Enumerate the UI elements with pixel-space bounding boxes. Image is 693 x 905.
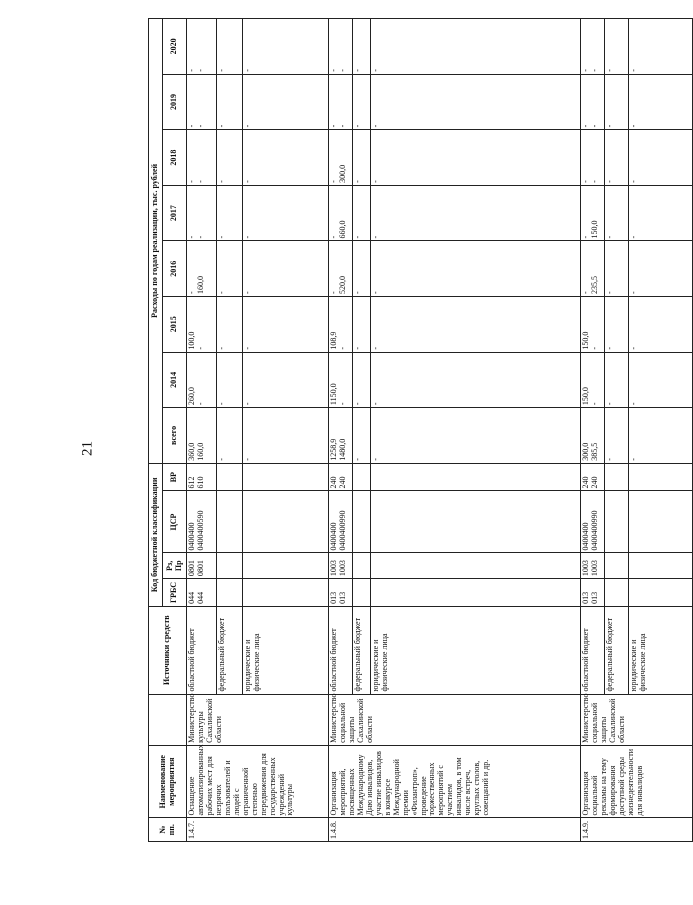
header-exp-group: Расходы по годам реализации, тыс. рублей	[149, 19, 163, 464]
vr-cell: 612 610	[187, 463, 217, 491]
year-value-cell: -	[605, 185, 629, 241]
funding-source: федеральный бюджет	[217, 606, 243, 694]
table-row	[187, 19, 217, 842]
header-executor	[149, 694, 187, 745]
total-cell: -	[371, 408, 581, 464]
table-row	[329, 19, 353, 842]
header-year-2019: 2019	[163, 74, 187, 130]
grbs-cell	[605, 579, 629, 607]
year-value-cell: -	[371, 130, 581, 186]
total-cell: -	[243, 408, 329, 464]
header-year-2020: 2020	[163, 19, 187, 75]
vr-cell	[217, 463, 243, 491]
year-value-cell: -	[217, 352, 243, 408]
year-value-cell: - -	[581, 74, 605, 130]
year-value-cell: - 520,0	[329, 241, 353, 297]
funding-source: юридические и физические лица	[371, 606, 581, 694]
vr-cell	[605, 463, 629, 491]
year-value-cell: -	[605, 130, 629, 186]
table-row	[581, 19, 605, 842]
executor: Министерство социальной защиты Сахалинской области	[329, 694, 581, 745]
year-value-cell: -	[371, 19, 581, 75]
rotated-table-container	[148, 18, 647, 842]
year-value-cell: -	[629, 241, 693, 297]
year-value-cell: -	[243, 185, 329, 241]
year-value-cell: -	[371, 74, 581, 130]
page-number: 21	[79, 441, 96, 456]
year-value-cell: - 300,0	[329, 130, 353, 186]
table-body	[187, 19, 693, 842]
year-value-cell: -	[217, 185, 243, 241]
year-value-cell: -	[605, 297, 629, 353]
year-value-cell: -	[217, 19, 243, 75]
header-source: Источники средств	[149, 606, 187, 694]
csr-cell	[629, 491, 693, 553]
year-value-cell: -	[605, 241, 629, 297]
year-value-cell: -	[371, 185, 581, 241]
csr-cell	[243, 491, 329, 553]
grbs-cell	[217, 579, 243, 607]
total-cell: 360,0 160,0	[187, 408, 217, 464]
total-cell: 1258,9 1480,0	[329, 408, 353, 464]
year-value-cell: -	[629, 19, 693, 75]
vr-cell	[371, 463, 581, 491]
year-value-cell: - 235,5	[581, 241, 605, 297]
year-value-cell: 260,0 -	[187, 352, 217, 408]
year-value-cell: 150,0 -	[581, 352, 605, 408]
total-cell: -	[605, 408, 629, 464]
grbs-cell	[629, 579, 693, 607]
year-value-cell: -	[629, 297, 693, 353]
year-value-cell: -	[217, 74, 243, 130]
year-value-cell: 100,0 -	[187, 297, 217, 353]
rzpr-cell	[353, 553, 371, 579]
year-value-cell: 150,0 -	[581, 297, 605, 353]
rzpr-cell	[217, 553, 243, 579]
year-value-cell: -	[217, 130, 243, 186]
header-csr: ЦСР	[163, 491, 187, 553]
year-value-cell: - 660,0	[329, 185, 353, 241]
header-year-2014: 2014	[163, 352, 187, 408]
rzpr-cell	[629, 553, 693, 579]
header-bk-group: Код бюджетной классификации	[149, 463, 163, 606]
year-value-cell: - -	[187, 19, 217, 75]
header-vr: ВР	[163, 463, 187, 491]
vr-cell	[629, 463, 693, 491]
measure-name: Организация мероприятий, посвященных Международному Дню инвалидов, участие инвалидов в конкурсе Международной премии «Филантроп», проведение торжественных мероприятий с участием инвалидов, в том числе встреч, круглых столов, совещаний и др.	[329, 745, 581, 818]
year-value-cell: -	[217, 297, 243, 353]
header-num: № пп.	[149, 818, 187, 842]
year-value-cell: -	[243, 297, 329, 353]
year-value-cell: - -	[187, 74, 217, 130]
grbs-cell	[353, 579, 371, 607]
year-value-cell: -	[629, 185, 693, 241]
funding-source: областной бюджет	[581, 606, 605, 694]
year-value-cell: - -	[581, 19, 605, 75]
rzpr-cell: 0801 0801	[187, 553, 217, 579]
year-value-cell: -	[605, 74, 629, 130]
year-value-cell: - -	[329, 19, 353, 75]
year-value-cell: -	[353, 19, 371, 75]
year-value-cell: -	[353, 130, 371, 186]
csr-cell: 0400400 0400400990	[329, 491, 353, 553]
year-value-cell: -	[353, 74, 371, 130]
year-value-cell: 1150,0 -	[329, 352, 353, 408]
budget-table	[148, 18, 693, 842]
header-grbs: ГРБС	[163, 579, 187, 607]
vr-cell	[353, 463, 371, 491]
csr-cell: 0400400 0400400990	[581, 491, 605, 553]
year-value-cell: -	[243, 241, 329, 297]
header-rzpr: Рз, Пр	[163, 553, 187, 579]
funding-source: федеральный бюджет	[605, 606, 629, 694]
vr-cell	[243, 463, 329, 491]
year-value-cell: -	[243, 74, 329, 130]
header-year-2018: 2018	[163, 130, 187, 186]
year-value-cell: -	[605, 19, 629, 75]
grbs-cell: 013 013	[329, 579, 353, 607]
year-value-cell: -	[353, 185, 371, 241]
row-number: 1.4.9.	[581, 818, 693, 842]
rzpr-cell	[371, 553, 581, 579]
measure-name: Организация социальной рекламы на тему формирования доступной среды жизнедеятельности для инвалидов	[581, 745, 693, 818]
year-value-cell: -	[243, 19, 329, 75]
csr-cell	[217, 491, 243, 553]
csr-cell	[353, 491, 371, 553]
year-value-cell: -	[371, 241, 581, 297]
header-year-2015: 2015	[163, 297, 187, 353]
funding-source: юридические и физические лица	[629, 606, 693, 694]
grbs-cell: 013 013	[581, 579, 605, 607]
grbs-cell	[371, 579, 581, 607]
total-cell: -	[629, 408, 693, 464]
total-cell: -	[353, 408, 371, 464]
row-number: 1.4.7.	[187, 818, 329, 842]
year-value-cell: -	[353, 297, 371, 353]
header-year-2017: 2017	[163, 185, 187, 241]
year-value-cell: -	[353, 241, 371, 297]
year-value-cell: - -	[581, 130, 605, 186]
grbs-cell: 044 044	[187, 579, 217, 607]
year-value-cell: -	[217, 241, 243, 297]
year-value-cell: - -	[187, 185, 217, 241]
executor: Министерство культуры Сахалинской области	[187, 694, 329, 745]
year-value-cell: -	[605, 352, 629, 408]
header-year-2016: 2016	[163, 241, 187, 297]
executor: Министерство социальной защиты Сахалинской области	[581, 694, 693, 745]
funding-source: юридические и физические лица	[243, 606, 329, 694]
rzpr-cell: 1003 1003	[329, 553, 353, 579]
year-value-cell: -	[371, 297, 581, 353]
year-value-cell: -	[243, 352, 329, 408]
rzpr-cell	[243, 553, 329, 579]
year-value-cell: - 160,0	[187, 241, 217, 297]
year-value-cell: - -	[329, 74, 353, 130]
rzpr-cell: 1003 1003	[581, 553, 605, 579]
rzpr-cell	[605, 553, 629, 579]
csr-cell	[371, 491, 581, 553]
csr-cell: 0400400 0400400590	[187, 491, 217, 553]
year-value-cell: -	[243, 130, 329, 186]
total-cell: -	[217, 408, 243, 464]
year-value-cell: -	[629, 74, 693, 130]
total-cell: 300,0 385,5	[581, 408, 605, 464]
year-value-cell: -	[629, 352, 693, 408]
header-name: Наименование мероприятия	[149, 745, 187, 818]
year-value-cell: 108,9 -	[329, 297, 353, 353]
funding-source: областной бюджет	[329, 606, 353, 694]
year-value-cell: -	[371, 352, 581, 408]
year-value-cell: - -	[187, 130, 217, 186]
vr-cell: 240 240	[581, 463, 605, 491]
year-value-cell: -	[353, 352, 371, 408]
funding-source: областной бюджет	[187, 606, 217, 694]
csr-cell	[605, 491, 629, 553]
vr-cell: 240 240	[329, 463, 353, 491]
year-value-cell: - 150,0	[581, 185, 605, 241]
funding-source: федеральный бюджет	[353, 606, 371, 694]
header-total: всего	[163, 408, 187, 464]
row-number: 1.4.8.	[329, 818, 581, 842]
year-value-cell: -	[629, 130, 693, 186]
grbs-cell	[243, 579, 329, 607]
measure-name: Оснащение автоматизированных рабочих мест для незрячих пользователей и людей с ограниченной степенью передвижения для государственных учреждений культуры	[187, 745, 329, 818]
